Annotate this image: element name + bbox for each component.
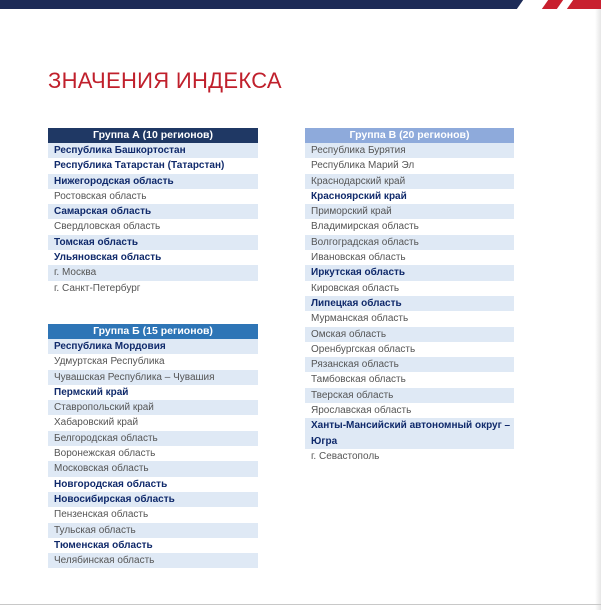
region-row: Белгородская область <box>48 431 258 446</box>
region-row: Ростовская область <box>48 189 258 204</box>
region-row: Самарская область <box>48 204 258 219</box>
region-row: Томская область <box>48 235 258 250</box>
region-row: Тульская область <box>48 523 258 538</box>
page-title: ЗНАЧЕНИЯ ИНДЕКСА <box>48 68 282 93</box>
region-row: Республика Башкортостан <box>48 143 258 158</box>
region-row: Пензенская область <box>48 507 258 522</box>
region-row: Кировская область <box>305 281 514 296</box>
region-row: Хабаровский край <box>48 415 258 430</box>
page-edge-shadow <box>595 9 601 610</box>
region-row: Московская область <box>48 461 258 476</box>
region-row: Приморский край <box>305 204 514 219</box>
region-row: Республика Бурятия <box>305 143 514 158</box>
region-row: Рязанская область <box>305 357 514 372</box>
region-row: Мурманская область <box>305 311 514 326</box>
region-row: Тверская область <box>305 388 514 403</box>
region-row: Иркутская область <box>305 265 514 280</box>
region-row: г. Москва <box>48 265 258 280</box>
top-banner <box>0 0 601 9</box>
region-row: Красноярский край <box>305 189 514 204</box>
region-row: Ханты-Мансийский автономный округ – Югра <box>305 418 514 449</box>
group-b-header: Группа Б (15 регионов) <box>48 324 258 339</box>
region-row: Краснодарский край <box>305 174 514 189</box>
region-row: Владимирская область <box>305 219 514 234</box>
region-row: Ивановская область <box>305 250 514 265</box>
region-row: Ставропольский край <box>48 400 258 415</box>
region-row: Липецкая область <box>305 296 514 311</box>
region-row: Тамбовская область <box>305 372 514 387</box>
region-row: Республика Татарстан (Татарстан) <box>48 158 258 173</box>
region-row: г. Санкт-Петербург <box>48 281 258 296</box>
region-row: Оренбургская область <box>305 342 514 357</box>
region-row: Новосибирская область <box>48 492 258 507</box>
region-row: Омская область <box>305 327 514 342</box>
group-a-table <box>48 128 258 296</box>
region-row: Воронежская область <box>48 446 258 461</box>
region-row: Нижегородская область <box>48 174 258 189</box>
region-row: Удмуртская Республика <box>48 354 258 369</box>
region-row: Тюменская область <box>48 538 258 553</box>
region-row: Республика Марий Эл <box>305 158 514 173</box>
region-row: Ульяновская область <box>48 250 258 265</box>
region-row: Чувашская Республика – Чувашия <box>48 370 258 385</box>
page-bottom-border <box>0 604 601 605</box>
region-row: Ярославская область <box>305 403 514 418</box>
group-b-table <box>48 324 258 568</box>
region-row: Республика Мордовия <box>48 339 258 354</box>
group-a-header: Группа А (10 регионов) <box>48 128 258 143</box>
group-v-table <box>305 128 514 464</box>
region-row: Челябинская область <box>48 553 258 568</box>
group-v-header: Группа В (20 регионов) <box>305 128 514 143</box>
region-row: Новгородская область <box>48 477 258 492</box>
region-row: г. Севастополь <box>305 449 514 464</box>
region-row: Волгоградская область <box>305 235 514 250</box>
region-row: Свердловская область <box>48 219 258 234</box>
region-row: Пермский край <box>48 385 258 400</box>
